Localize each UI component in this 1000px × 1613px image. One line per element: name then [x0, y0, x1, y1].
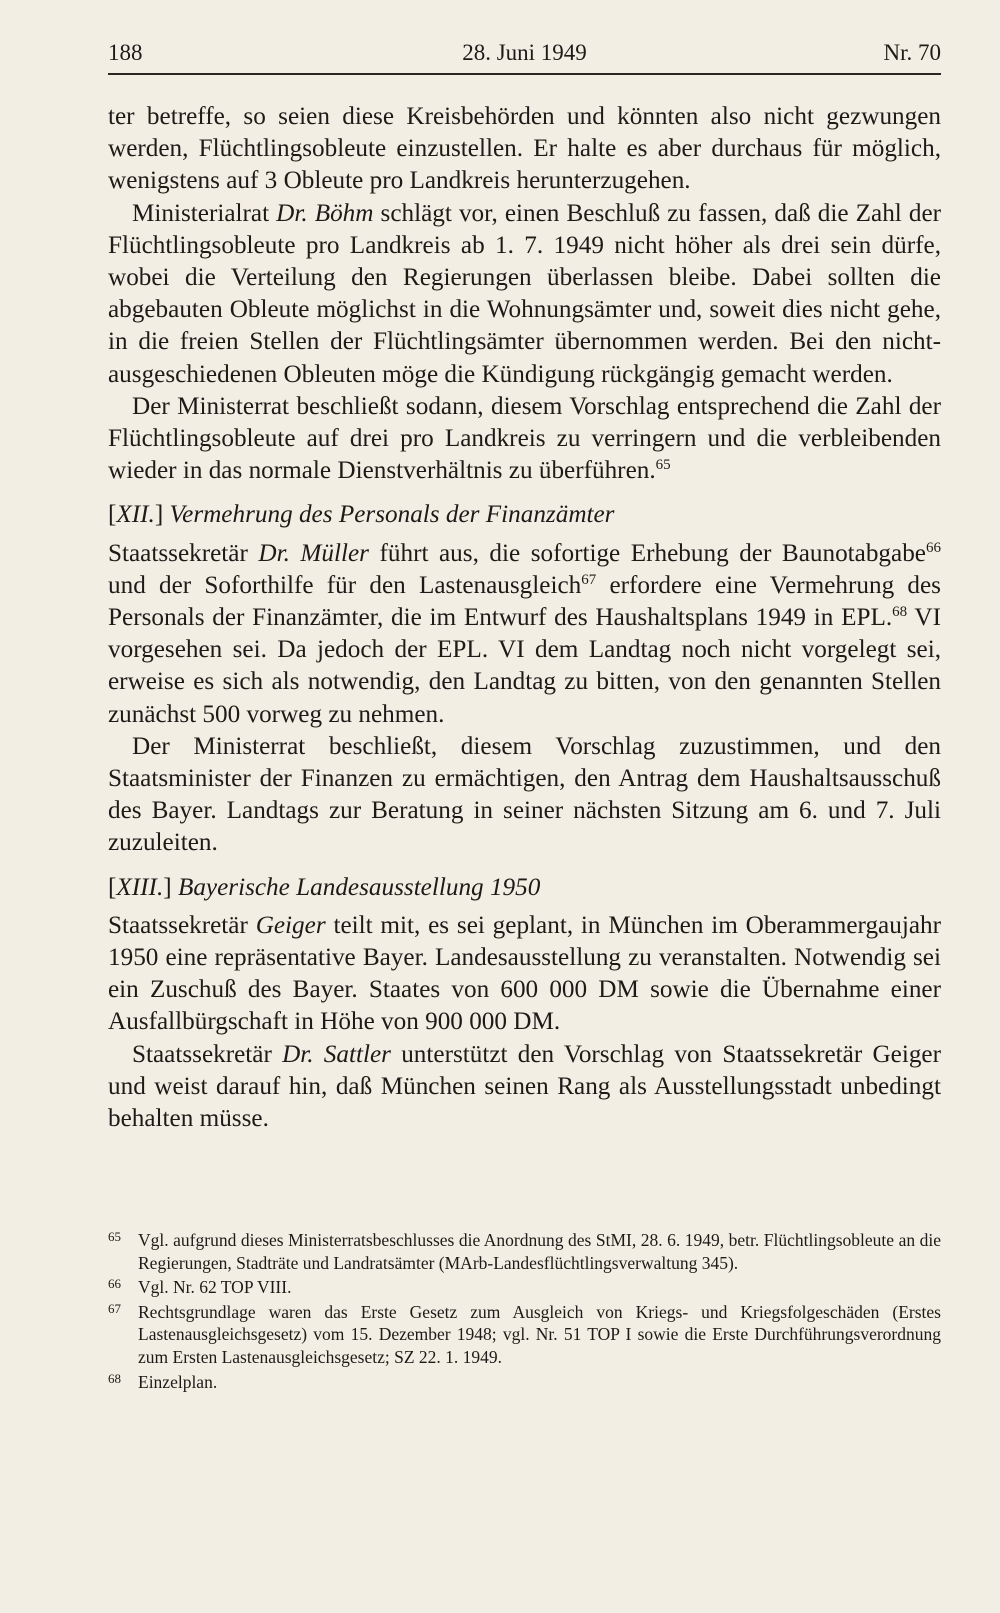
- section-number: XIII.: [116, 873, 164, 901]
- section-heading: [XII.] Vermehrung des Personals der Finanzämter: [108, 501, 615, 529]
- footnote-number: 65: [108, 1229, 121, 1244]
- speaker-name: Dr. Müller: [258, 539, 369, 567]
- section-title: Bayerische Landesausstellung 1950: [177, 873, 541, 901]
- footnote: [108, 1301, 941, 1369]
- footnote-ref: 66: [925, 539, 941, 556]
- main-text: [108, 101, 941, 1135]
- footnote: [108, 1276, 941, 1299]
- footnote-text: Rechtsgrundlage waren das Erste Gesetz zum Ausgleich von Kriegs- und Kriegsfolgeschäden (Erstes Lastenausgleichsgesetz) vom 15. Dezember 1948; vgl. Nr. 51 TOP I sowie die Erste Durchführungsverordnung zum Ersten Lastenausgleichsgesetz; SZ 22. 1. 1949.: [138, 1301, 941, 1367]
- page-number: 188: [108, 40, 143, 65]
- header-date: 28. Juni 1949: [462, 40, 587, 65]
- speaker-name: Dr. Sattler: [282, 1040, 391, 1068]
- footnote-number: 67: [108, 1300, 121, 1316]
- footnotes: [108, 1229, 941, 1395]
- paragraph: Staatssekretär Geiger teilt mit, es sei geplant, in München im Oberammergaujahr 1950 eine repräsentative Bayer. Landesausstellung zu veranstalten. Notwendig sei ein Zuschuß des Bayer. Staates von 600 000 DM sowie die Übernahme einer Ausfallbürgschaft in Höhe von 900 000 DM.: [108, 911, 941, 1036]
- footnote-ref: 65: [655, 457, 671, 474]
- running-header: [108, 36, 941, 70]
- paragraph: Der Ministerrat beschließt, diesem Vorschlag zuzustimmen, und den Staatsminister der Finanzen zu ermächtigen, den Antrag dem Haushaltsausschuß des Bayer. Landtags zur Beratung in seiner nächsten Sitzung am 6. und 7. Juli zuzuleiten.: [108, 732, 941, 857]
- footnote-text: Vgl. aufgrund dieses Ministerratsbeschlusses die Anordnung des StMI, 28. 6. 1949, betr. Flüchtlingsobleute an die Regierungen, Stadträte und Landratsämter (MArb-Landesflüchtlingsverwaltung 345).: [138, 1230, 941, 1273]
- section-title: Vermehrung des Personals der Finanzämter: [169, 501, 615, 529]
- header-rule: [108, 73, 941, 75]
- section-heading: [XIII.] Bayerische Landesausstellung 1950: [108, 873, 541, 901]
- footnote-number: 66: [108, 1276, 121, 1292]
- document-number: Nr. 70: [883, 40, 941, 65]
- speaker-name: Dr. Böhm: [276, 199, 374, 227]
- paragraph: Staatssekretär Dr. Müller führt aus, die sofortige Erhebung der Baunotabgabe$^{66}$ und der Soforthilfe für den Lastenausgleich$^{67}$ erfordere eine Vermehrung des Personals der Finanzämter, die im Entwurf des Haushaltsplans 1949 in EPL.$^{68}$ VI vorgesehen sei. Da jedoch der EPL. VI dem Landtag noch nicht vorgelegt sei, erweise es sich als notwendig, den Landtag zu bitten, von den genannten Stellen zunächst 500 vorweg zu nehmen.: [108, 539, 942, 728]
- footnote-text: Vgl. Nr. 62 TOP VIII.: [138, 1277, 292, 1298]
- footnote: [108, 1371, 941, 1394]
- footnote-text: Einzelplan.: [138, 1371, 218, 1392]
- paragraph: ter betreffe, so seien diese Kreisbehörden und könnten also nicht gezwungen werden, Flüchtlingsobleute einzustellen. Er halte es aber durchaus für möglich, wenigstens auf 3 Obleute pro Landkreis herunterzugehen.: [108, 103, 941, 195]
- paragraph: Staatssekretär Dr. Sattler unterstützt den Vorschlag von Staatssekretär Geiger und weist darauf hin, daß München seinen Rang als Ausstellungsstadt unbedingt behalten müsse.: [108, 1040, 941, 1133]
- section-number: XII.: [116, 501, 155, 529]
- footnote: [108, 1229, 941, 1274]
- paragraph: Der Ministerrat beschließt sodann, diesem Vorschlag entsprechend die Zahl der Flüchtlingsobleute auf drei pro Landkreis zu verringern und die verbleibenden wieder in das normale Dienstverhältnis zu überführen.$^{65}$: [108, 392, 941, 485]
- paragraph: Ministerialrat Dr. Böhm schlägt vor, einen Beschluß zu fassen, daß die Zahl der Flüchtlingsobleute pro Landkreis ab 1. 7. 1949 nicht höher als drei sein dürfe, wobei die Verteilung den Regierungen überlassen bleibe. Dabei sollten die abgebauten Obleute möglichst in die Wohnungsämter und, soweit dies nicht gehe, in die freien Stellen der Flüchtlingsämter übernommen werden. Bei den nicht-ausgeschiedenen Obleuten möge die Kündigung rückgängig gemacht werden.: [108, 199, 942, 388]
- speaker-name: Geiger: [255, 911, 326, 939]
- footnote-ref: 67: [581, 571, 597, 588]
- footnote-ref: 68: [892, 604, 908, 621]
- footnote-number: 68: [108, 1370, 121, 1386]
